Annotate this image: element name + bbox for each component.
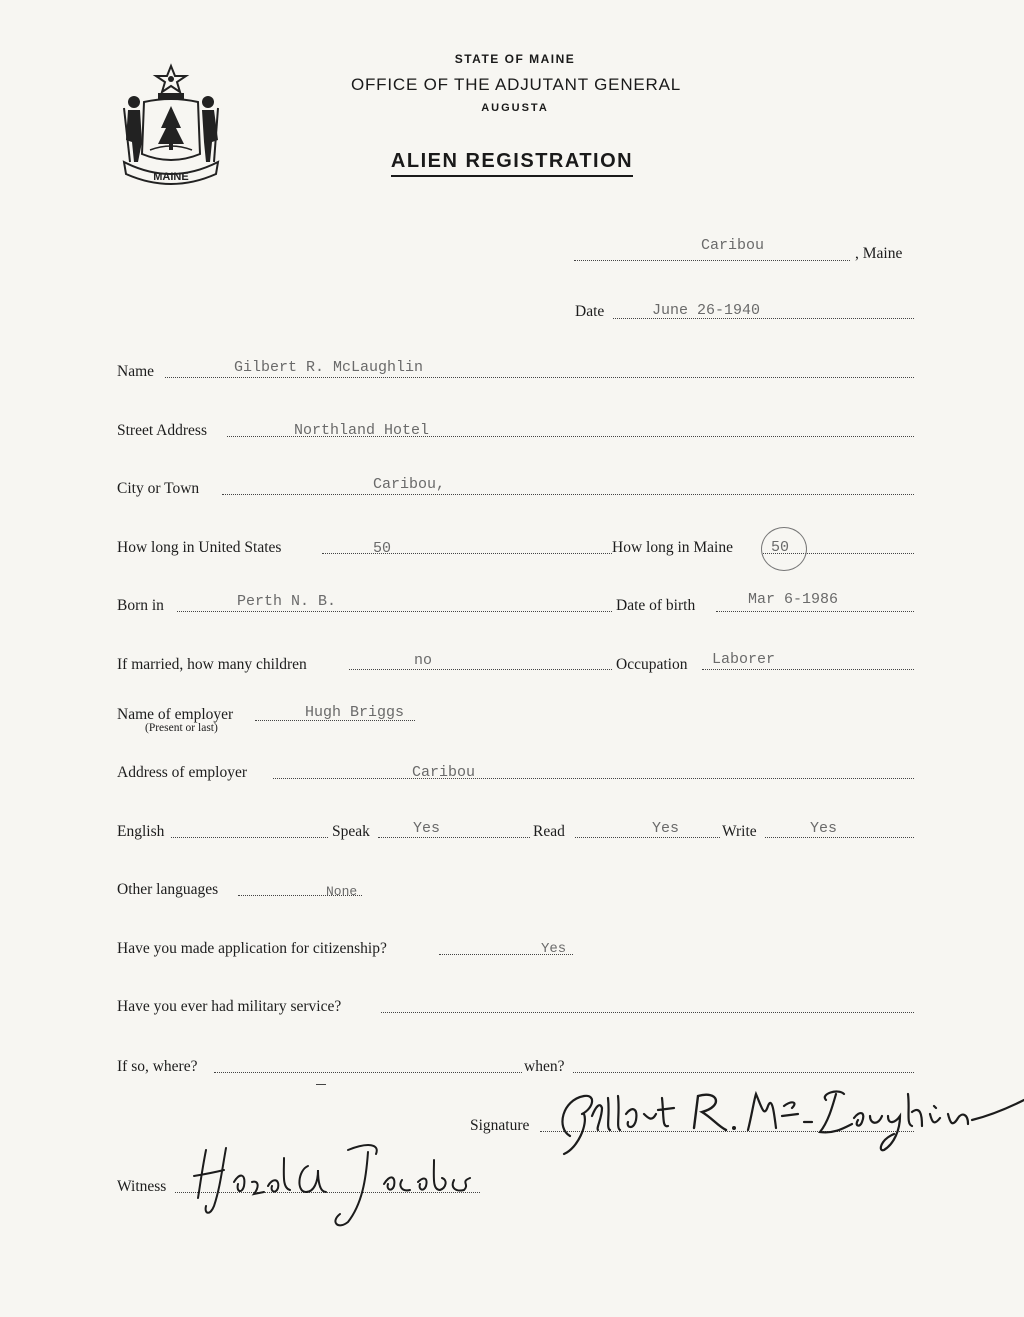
us-label: How long in United States — [117, 539, 282, 556]
occupation-value: Laborer — [712, 651, 776, 668]
form-title-wrap — [0, 150, 1024, 173]
children-line — [349, 669, 612, 670]
military-line — [381, 1012, 914, 1013]
employer-address-line — [273, 778, 914, 779]
office-heading: OFFICE OF THE ADJUTANT GENERAL — [350, 75, 682, 94]
other-languages-label: Other languages — [117, 881, 219, 898]
form-title: ALIEN REGISTRATION — [391, 150, 633, 177]
date-value: June 26-1940 — [652, 302, 761, 319]
occupation-line — [702, 669, 914, 670]
children-label: If married, how many children — [117, 656, 307, 673]
dob-value: Mar 6-1986 — [748, 591, 839, 608]
citizenship-value: Yes — [541, 941, 567, 957]
name-line — [165, 377, 914, 378]
applicant-signature — [548, 1078, 1024, 1158]
maine-label: How long in Maine — [612, 539, 733, 556]
name-value: Gilbert R. McLaughlin — [234, 359, 424, 376]
speak-value: Yes — [413, 820, 441, 837]
when-line — [573, 1072, 914, 1073]
us-value: 50 — [373, 540, 392, 557]
city-heading: AUGUSTA — [481, 102, 549, 114]
born-line — [177, 611, 612, 612]
read-line — [575, 837, 720, 838]
read-value: Yes — [652, 820, 680, 837]
military-label: Have you ever had military service? — [117, 998, 342, 1015]
employer-address-value: Caribou — [412, 764, 476, 781]
witness-label: Witness — [117, 1178, 167, 1195]
children-value: no — [414, 652, 433, 669]
employer-label: Name of employer — [117, 706, 234, 723]
speak-line — [378, 837, 530, 838]
stray-mark — [316, 1084, 326, 1085]
speak-label: Speak — [332, 823, 370, 840]
occupation-label: Occupation — [616, 656, 688, 673]
born-label: Born in — [117, 597, 164, 614]
write-value: Yes — [810, 820, 838, 837]
place-line — [574, 260, 850, 261]
write-label: Write — [722, 823, 757, 840]
city-label: City or Town — [117, 480, 200, 497]
where-line — [214, 1072, 522, 1073]
signature-label: Signature — [470, 1117, 530, 1134]
employer-value: Hugh Briggs — [305, 704, 405, 721]
date-label: Date — [575, 303, 605, 320]
maine-value: 50 — [771, 539, 790, 556]
english-label: English — [117, 823, 165, 840]
when-label: when? — [524, 1058, 565, 1075]
svg-text:MAINE: MAINE — [153, 171, 189, 183]
read-label: Read — [533, 823, 565, 840]
employer-sublabel: (Present or last) — [145, 722, 218, 734]
other-languages-value: None — [326, 884, 358, 899]
street-value: Northland Hotel — [294, 422, 430, 439]
place-value: Caribou — [701, 237, 765, 254]
street-label: Street Address — [117, 422, 207, 439]
write-line — [765, 837, 914, 838]
city-value: Caribou, — [373, 476, 446, 493]
state-heading: STATE OF MAINE — [454, 52, 576, 66]
us-line — [322, 553, 612, 554]
city-line — [222, 494, 914, 495]
where-label: If so, where? — [117, 1058, 198, 1075]
born-value: Perth N. B. — [237, 593, 337, 610]
employer-address-label: Address of employer — [117, 764, 247, 781]
dob-line — [716, 611, 914, 612]
dob-label: Date of birth — [616, 597, 696, 614]
english-line — [171, 837, 328, 838]
witness-signature — [180, 1130, 490, 1230]
citizenship-label: Have you made application for citizenship? — [117, 940, 387, 957]
place-label: , Maine — [855, 245, 903, 262]
name-label: Name — [117, 363, 155, 380]
